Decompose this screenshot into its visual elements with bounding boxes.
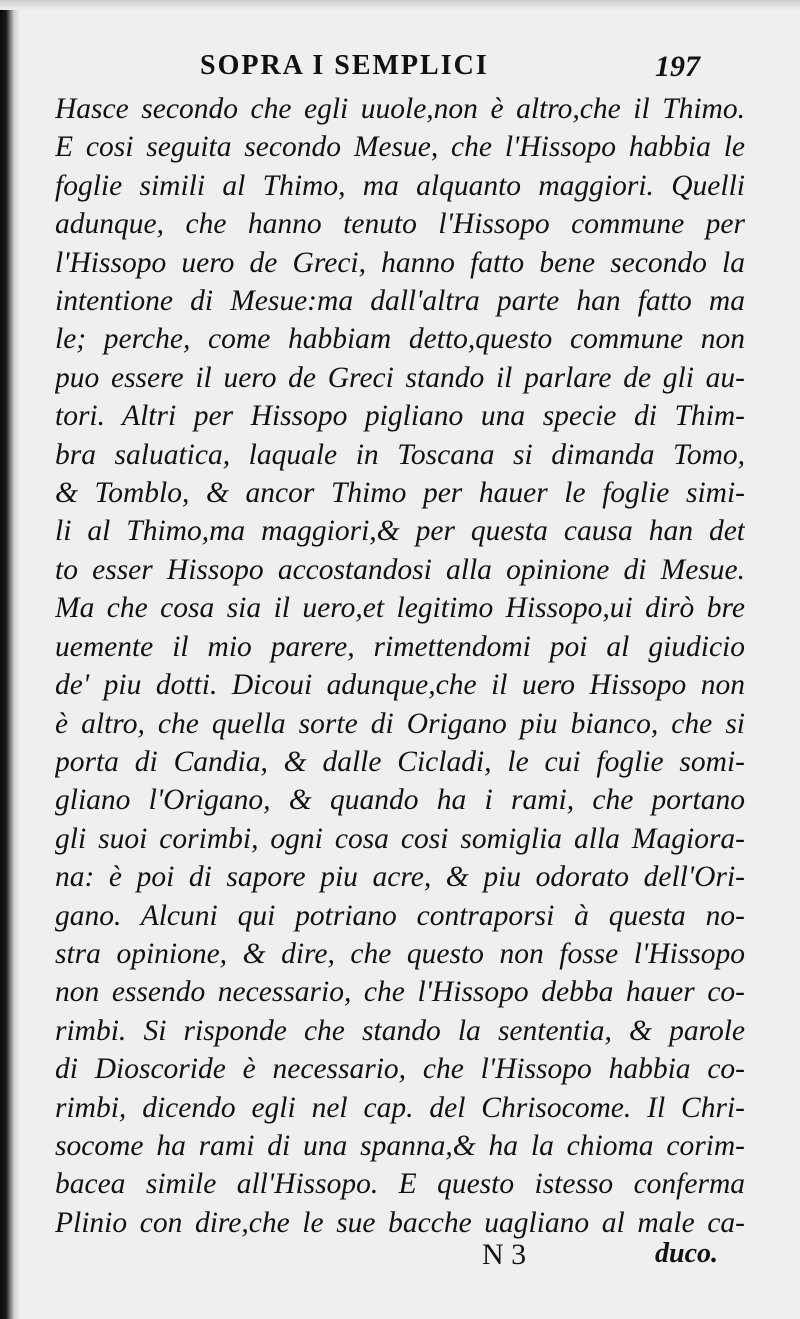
text-line: non essendo necessario, che l'Hissopo debba hauer co- (55, 976, 745, 1009)
text-line: E cosi seguita secondo Mesue, che l'Hissopo habbia le (55, 131, 745, 164)
text-line: gano. Alcuni qui potriano contraporsi à questa no- (55, 899, 745, 932)
text-line: bacea simile all'Hissopo. E questo istesso conferma (55, 1168, 745, 1201)
text-line: socome ha rami di una spanna,& ha la chioma corim- (55, 1129, 745, 1162)
page-number: 197 (655, 50, 700, 83)
body-text (55, 90, 745, 1242)
text-line: gli suoi corimbi, ogni cosa cosi somiglia alla Magiora- (55, 822, 745, 855)
text-line: stra opinione, & dire, che questo non fosse l'Hissopo (55, 937, 745, 970)
running-title: SOPRA I SEMPLICI (200, 50, 489, 81)
catchword: duco. (655, 1238, 718, 1269)
text-line: li al Thimo,ma maggiori,& per questa causa han det (55, 515, 745, 548)
text-line: uemente il mio parere, rimettendomi poi al giudicio (55, 630, 745, 663)
signature-mark: N 3 (482, 1238, 527, 1271)
page-top-edge (0, 0, 800, 10)
text-line: le; perche, come habbiam detto,questo commune non (55, 323, 745, 356)
text-line: & Tomblo, & ancor Thimo per hauer le foglie simi- (55, 477, 745, 510)
text-line: foglie simili al Thimo, ma alquanto maggiori. Quelli (55, 169, 745, 202)
page-gutter-shadow (0, 0, 20, 1319)
text-line: bra saluatica, laquale in Toscana si dimanda Tomo, (55, 438, 745, 471)
text-line: de' piu dotti. Dicoui adunque,che il uero Hissopo non (55, 669, 745, 702)
text-line: Plinio con dire,che le sue bacche uagliano al male ca- (55, 1206, 745, 1239)
text-line: puo essere il uero de Greci stando il parlare de gli au- (55, 361, 745, 394)
text-line: rimbi, dicendo egli nel cap. del Chrisocome. Il Chri- (55, 1091, 745, 1124)
text-line: Ma che cosa sia il uero,et legitimo Hissopo,ui dirò bre (55, 592, 745, 625)
text-line: to esser Hissopo accostandosi alla opinione di Mesue. (55, 553, 745, 586)
text-line: intentione di Mesue:ma dall'altra parte han fatto ma (55, 285, 745, 318)
text-line: porta di Candia, & dalle Cicladi, le cui foglie somi- (55, 745, 745, 778)
text-line: di Dioscoride è necessario, che l'Hissopo habbia co- (55, 1053, 745, 1086)
text-line: Hasce secondo che egli uuole,non è altro,che il Thimo. (55, 93, 745, 125)
text-line: tori. Altri per Hissopo pigliano una specie di Thim- (55, 400, 745, 433)
text-line: l'Hissopo uero de Greci, hanno fatto bene secondo la (55, 246, 745, 279)
text-line: adunque, che hanno tenuto l'Hissopo commune per (55, 208, 745, 241)
text-line: rimbi. Si risponde che stando la sententia, & parole (55, 1014, 745, 1047)
text-line: na: è poi di sapore piu acre, & piu odorato dell'Ori- (55, 861, 745, 894)
text-line: gliano l'Origano, & quando ha i rami, che portano (55, 784, 745, 817)
text-line: è altro, che quella sorte di Origano piu bianco, che si (55, 707, 745, 740)
